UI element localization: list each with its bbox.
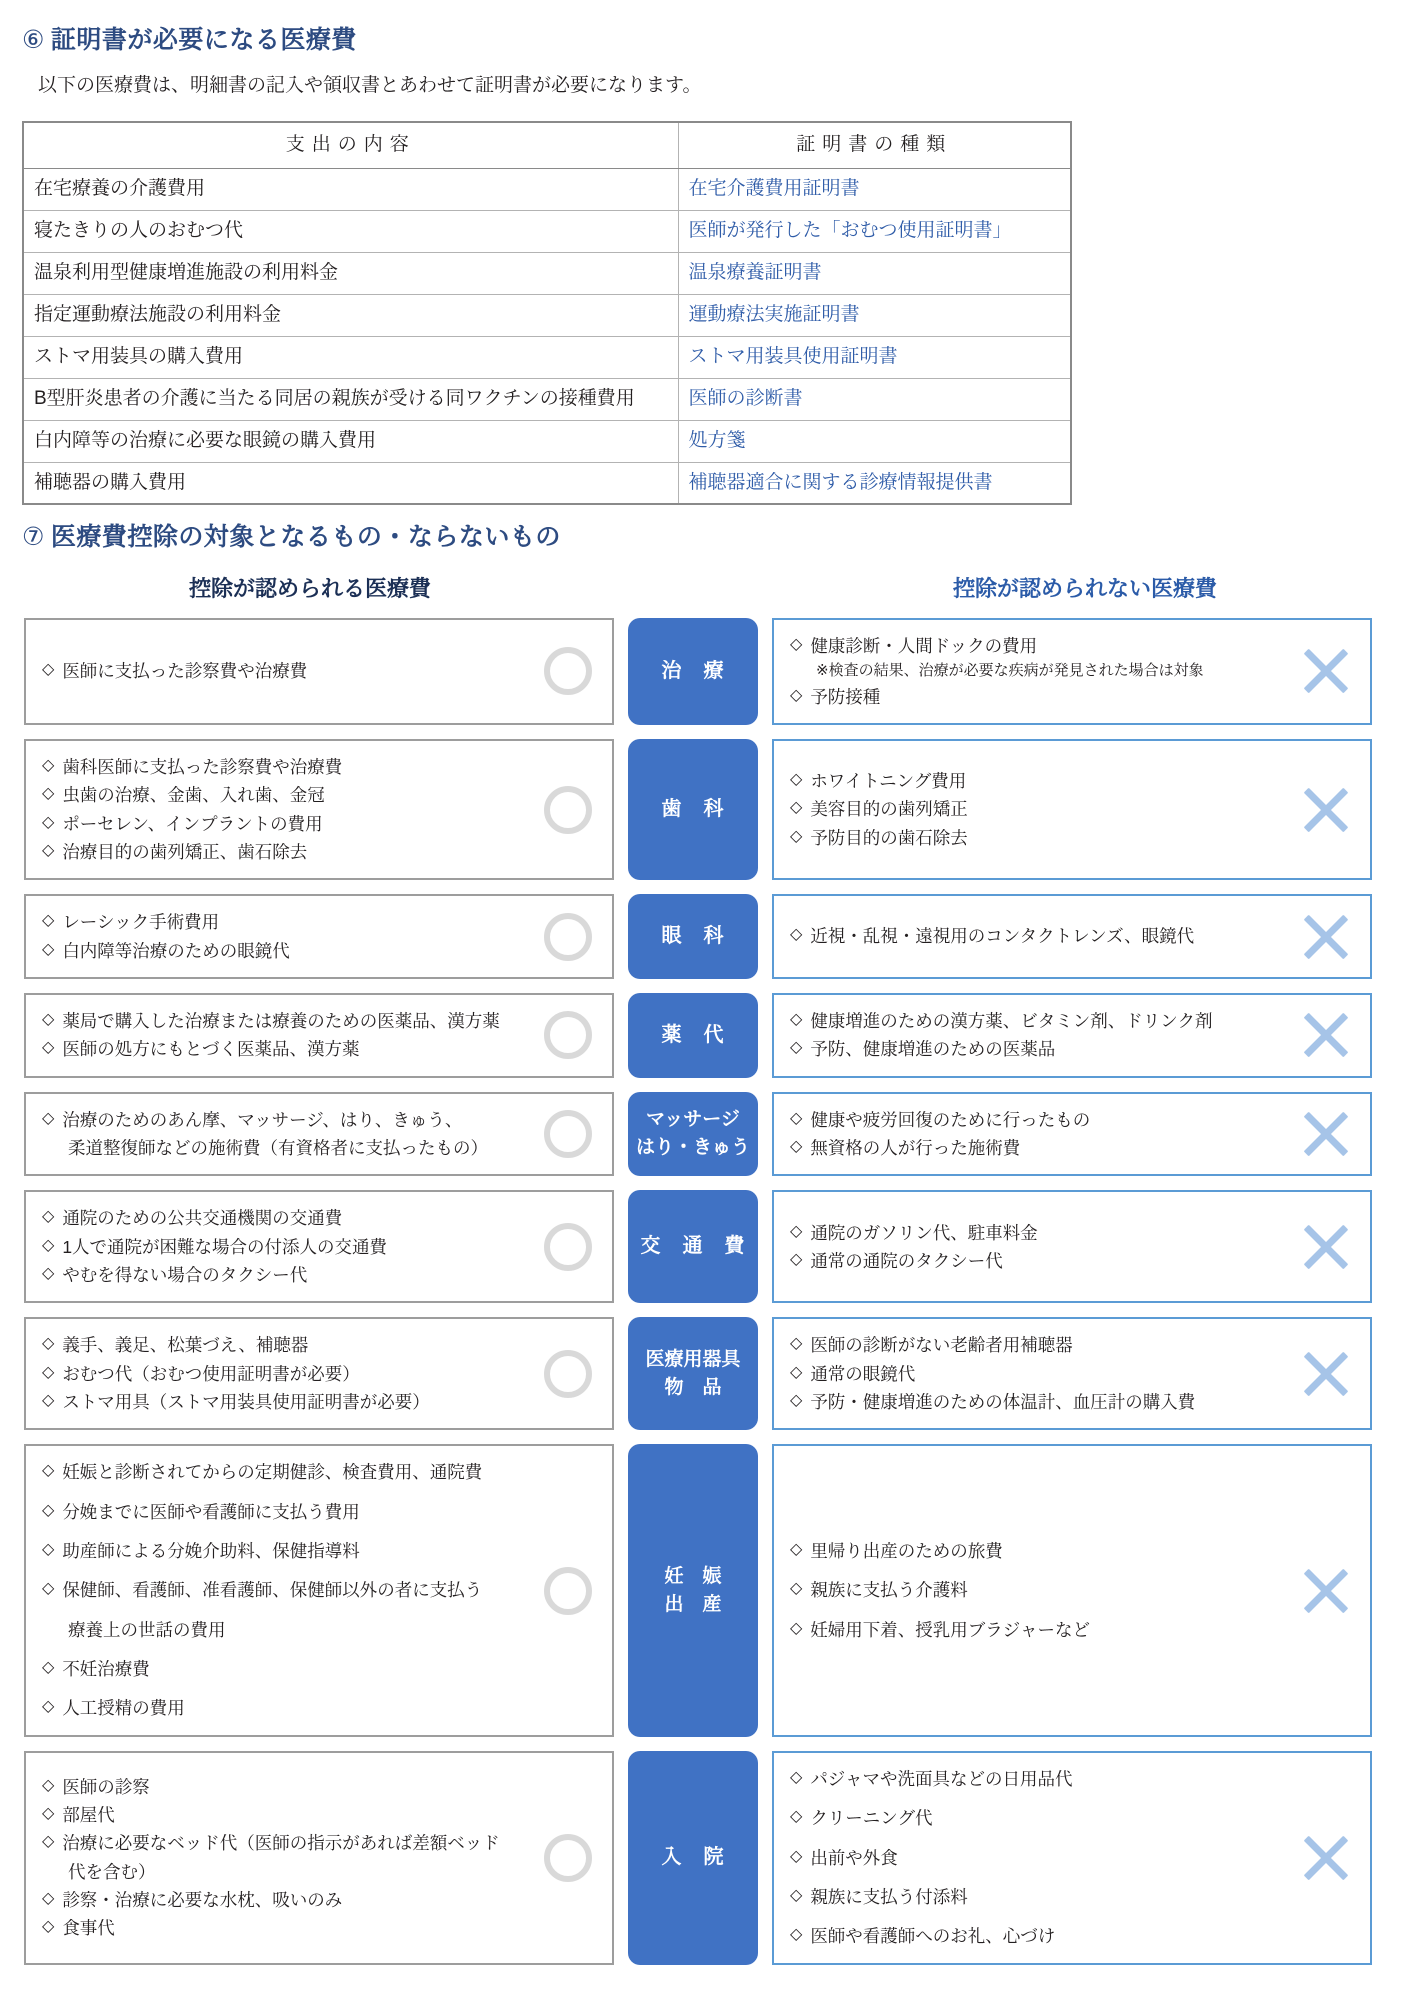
item-list [790,1765,1274,1951]
item-label: 治療に必要なベッド代（医師の指示があれば差額ベッド [62,1833,500,1854]
list-item [42,1655,516,1683]
section-certificates [0,0,1419,505]
diamond-bullet-icon: ◇ [42,813,55,831]
section6-lead-text: 以下の医療費は、明細書の記入や領収書とあわせて証明書が必要になります。 [38,74,702,96]
item-label: 健康や疲労回復のために行ったもの [810,1109,1091,1130]
circle-mark-icon [544,1834,592,1882]
allowed-expenses-box [24,1444,614,1736]
item-continuation: 療養上の世話の費用 [68,1619,226,1640]
list-item [42,1829,516,1857]
column-header-allowed: 控除が認められる医療費 [188,575,431,601]
item-label: 義手、義足、松葉づえ、補聴器 [62,1335,309,1356]
item-label: 予防、健康増進のための医薬品 [810,1039,1056,1060]
comparison-row [0,1190,1419,1303]
list-item [790,1576,1274,1604]
item-label: 健康増進のための漢方薬、ビタミン剤、ドリンク剤 [810,1010,1213,1031]
table-row [23,462,1071,504]
allowed-expenses-box [24,894,614,979]
circle-mark-icon [544,1110,592,1158]
category-label: 眼 科 [628,894,758,979]
comparison-grid [0,618,1419,1965]
item-label: 医師に支払った診察費や治療費 [62,661,308,682]
cross-mark-icon [1298,1563,1354,1619]
diamond-bullet-icon: ◇ [42,1890,55,1908]
diamond-bullet-icon: ◇ [42,1501,55,1519]
comparison-row [0,993,1419,1078]
list-item [42,781,516,809]
diamond-bullet-icon: ◇ [790,1335,803,1353]
diamond-bullet-icon: ◇ [790,1010,803,1028]
item-label: クリーニング代 [810,1808,933,1829]
diamond-bullet-icon: ◇ [790,1138,803,1156]
diamond-bullet-icon: ◇ [790,635,803,653]
section6-number: ⑥ [22,26,45,54]
diamond-bullet-icon: ◇ [790,1363,803,1381]
list-item [790,1035,1274,1063]
item-list [790,1219,1274,1276]
cell-expense: 在宅療養の介護費用 [23,168,678,210]
column-header-denied: 控除が認められない医療費 [952,575,1217,601]
cell-expense: B型肝炎患者の介護に当たる同居の親族が受ける同ワクチンの接種費用 [23,378,678,420]
item-list [42,1106,516,1163]
diamond-bullet-icon: ◇ [790,1250,803,1268]
list-item [790,1765,1274,1793]
item-label: パジャマや洗面具などの日用品代 [810,1768,1073,1789]
diamond-bullet-icon: ◇ [790,1847,803,1865]
list-item [790,1134,1274,1162]
item-label: 通常の眼鏡代 [810,1363,916,1384]
list-item [42,1007,516,1035]
section6-title: 証明書が必要になる医療費 [50,26,357,54]
table-row [23,168,1071,210]
diamond-bullet-icon: ◇ [42,756,55,774]
list-item [790,824,1274,852]
item-label: 助産師による分娩介助料、保健指導料 [62,1541,360,1562]
item-label: 医師の処方にもとづく医薬品、漢方薬 [62,1039,360,1060]
comparison-row [0,894,1419,979]
item-continuation: 柔道整復師などの施術費（有資格者に支払ったもの） [68,1138,488,1159]
diamond-bullet-icon: ◇ [790,1039,803,1057]
diamond-bullet-icon: ◇ [790,1808,803,1826]
diamond-bullet-icon: ◇ [42,1580,55,1598]
cell-expense: 温泉利用型健康増進施設の利用料金 [23,252,678,294]
item-list [790,1537,1274,1644]
item-label: 薬局で購入した治療または療養のための医薬品、漢方薬 [62,1010,500,1031]
diamond-bullet-icon: ◇ [42,1363,55,1381]
list-item [790,1219,1274,1247]
cell-certificate: 運動療法実施証明書 [678,294,1071,336]
list-item [42,810,516,838]
denied-expenses-box [772,739,1372,880]
item-list [42,1773,516,1943]
diamond-bullet-icon: ◇ [790,926,803,944]
item-list [790,1007,1274,1064]
cell-expense: 寝たきりの人のおむつ代 [23,210,678,252]
diamond-bullet-icon: ◇ [790,1886,803,1904]
diamond-bullet-icon: ◇ [42,1335,55,1353]
cross-mark-icon [1298,909,1354,965]
cell-expense: 白内障等の治療に必要な眼鏡の購入費用 [23,420,678,462]
denied-expenses-box [772,993,1372,1078]
section7-number: ⑦ [22,523,45,552]
cross-mark-icon [1298,1106,1354,1162]
comparison-row [0,618,1419,725]
list-item [790,1388,1274,1416]
item-label: 通院のための公共交通機関の交通費 [62,1208,343,1229]
list-item [42,657,516,685]
comparison-row [0,1444,1419,1736]
circle-mark-icon [544,647,592,695]
table-row [23,294,1071,336]
item-label: 予防・健康増進のための体温計、血圧計の購入費 [810,1392,1196,1413]
item-label: 診察・治療に必要な水枕、吸いのみ [62,1890,343,1911]
item-label: ホワイトニング費用 [810,771,967,792]
cell-certificate: 在宅介護費用証明書 [678,168,1071,210]
cross-mark-icon [1298,643,1354,699]
diamond-bullet-icon: ◇ [42,1462,55,1480]
list-item [790,1844,1274,1872]
category-label: 治 療 [628,618,758,725]
item-label: 通常の通院のタクシー代 [810,1250,1003,1271]
list-item [42,1331,516,1359]
cross-mark-icon [1298,1830,1354,1886]
cell-expense: ストマ用装具の購入費用 [23,336,678,378]
item-label: 妊婦用下着、授乳用ブラジャーなど [810,1619,1090,1640]
cross-mark-icon [1298,1346,1354,1402]
cell-expense: 指定運動療法施設の利用料金 [23,294,678,336]
list-item [42,1204,516,1232]
denied-expenses-box [772,1092,1372,1177]
list-item [42,838,516,866]
item-label: 歯科医師に支払った診察費や治療費 [62,756,343,777]
item-label: 医師や看護師へのお礼、心づけ [810,1926,1056,1947]
item-label: 親族に支払う付添料 [810,1886,968,1907]
item-label: 人工授精の費用 [62,1698,185,1719]
table-header-row [23,122,1071,168]
cell-certificate: 補聴器適合に関する診療情報提供書 [678,462,1071,504]
item-label: 医師の診察 [62,1776,150,1797]
item-list [42,753,516,866]
table-row [23,252,1071,294]
item-label: 不妊治療費 [62,1659,150,1680]
section7-heading [22,521,1419,554]
category-label: マッサージ はり・きゅう [628,1092,758,1177]
allowed-expenses-box [24,739,614,880]
item-list [42,1331,516,1416]
item-label: 親族に支払う介護料 [810,1580,968,1601]
item-list [42,1204,516,1289]
item-list [790,922,1274,950]
item-label: 予防目的の歯石除去 [810,827,968,848]
list-item [790,1804,1274,1832]
allowed-expenses-box [24,618,614,725]
cell-certificate: 温泉療養証明書 [678,252,1071,294]
comparison-column-headers [0,572,1419,608]
diamond-bullet-icon: ◇ [42,1541,55,1559]
cell-certificate: 医師が発行した「おむつ使用証明書」 [678,210,1071,252]
item-label: 妊娠と診断されてからの定期健診、検査費用、通院費 [62,1462,483,1483]
circle-mark-icon [544,913,592,961]
list-item [42,1261,516,1289]
denied-expenses-box [772,1751,1372,1965]
certificate-table-wrapper [22,121,1070,505]
category-label: 薬 代 [628,993,758,1078]
item-label: 部屋代 [62,1805,115,1825]
diamond-bullet-icon: ◇ [790,827,803,845]
section7-title: 医療費控除の対象となるもの・ならないもの [50,523,561,552]
denied-expenses-box [772,1444,1372,1736]
list-item [42,1537,516,1565]
diamond-bullet-icon: ◇ [42,841,55,859]
item-label: 予防接種 [810,686,881,707]
item-label: 通院のガソリン代、駐車料金 [810,1222,1038,1243]
list-item [42,1576,516,1604]
list-item [790,1883,1274,1911]
diamond-bullet-icon: ◇ [42,1208,55,1226]
category-label: 妊 娠 出 産 [628,1444,758,1736]
list-item [790,1616,1274,1644]
diamond-bullet-icon: ◇ [790,1392,803,1410]
circle-mark-icon [544,786,592,834]
diamond-bullet-icon: ◇ [790,686,803,704]
diamond-bullet-icon: ◇ [42,940,55,958]
diamond-bullet-icon: ◇ [42,1010,55,1028]
list-item [790,1331,1274,1359]
certificate-table-body [23,168,1071,504]
list-item [42,1360,516,1388]
cross-mark-icon [1298,782,1354,838]
diamond-bullet-icon: ◇ [42,912,55,930]
list-item [42,1801,516,1829]
item-label: 出前や外食 [810,1847,898,1868]
allowed-expenses-box [24,1317,614,1430]
diamond-bullet-icon: ◇ [790,1109,803,1127]
denied-expenses-box [772,1190,1372,1303]
list-item [42,753,516,781]
table-row [23,336,1071,378]
diamond-bullet-icon: ◇ [42,1659,55,1677]
list-item [42,1886,516,1914]
diamond-bullet-icon: ◇ [42,1039,55,1057]
allowed-expenses-box [24,1751,614,1965]
list-item [790,1247,1274,1275]
cell-expense: 補聴器の購入費用 [23,462,678,504]
allowed-expenses-box [24,1092,614,1177]
diamond-bullet-icon: ◇ [42,1833,55,1851]
item-note: ※検査の結果、治療が必要な疾病が発見された場合は対象 [816,662,1204,680]
cell-certificate: ストマ用装具使用証明書 [678,336,1071,378]
item-label: 近視・乱視・遠視用のコンタクトレンズ、眼鏡代 [810,926,1195,947]
item-label: ポーセレン、インプラントの費用 [62,813,323,834]
list-item [42,1388,516,1416]
diamond-bullet-icon: ◇ [42,1805,55,1822]
list-item [42,1498,516,1526]
list-item [42,1458,516,1486]
column-header-expense: 支出の内容 [23,122,678,168]
item-label: おむつ代（おむつ使用証明書が必要） [62,1363,360,1384]
diamond-bullet-icon: ◇ [790,1580,803,1598]
diamond-bullet-icon: ◇ [790,1926,803,1944]
list-item [790,795,1274,823]
item-list [790,632,1274,711]
cell-certificate: 医師の診断書 [678,378,1071,420]
list-item [790,1922,1274,1950]
item-label: 治療目的の歯列矯正、歯石除去 [62,841,308,862]
diamond-bullet-icon: ◇ [42,1776,55,1794]
list-item [790,683,1274,711]
item-list [790,767,1274,852]
denied-expenses-box [772,1317,1372,1430]
item-label: 1人で通院が困難な場合の付添人の交通費 [62,1236,388,1257]
diamond-bullet-icon: ◇ [790,1619,803,1637]
diamond-bullet-icon: ◇ [42,1109,55,1127]
item-list [42,908,516,965]
table-row [23,420,1071,462]
list-item [42,1773,516,1801]
denied-expenses-box [772,894,1372,979]
diamond-bullet-icon: ◇ [42,1698,55,1716]
diamond-bullet-icon: ◇ [42,661,55,679]
item-label: 無資格の人が行った施術費 [810,1138,1021,1159]
section-deductible-comparison [0,521,1419,1964]
item-label: 食事代 [62,1918,115,1939]
diamond-bullet-icon: ◇ [790,1541,803,1559]
allowed-expenses-box [24,1190,614,1303]
list-item [42,1694,516,1722]
cross-mark-icon [1298,1219,1354,1275]
comparison-row [0,1751,1419,1965]
list-item [42,1106,516,1134]
table-row [23,210,1071,252]
category-label: 歯 科 [628,739,758,880]
category-label: 入 院 [628,1751,758,1965]
item-label: 保健師、看護師、准看護師、保健師以外の者に支払う [62,1580,483,1601]
column-header-certificate: 証明書の種類 [678,122,1071,168]
item-label: 虫歯の治療、金歯、入れ歯、金冠 [62,785,325,806]
list-item [790,922,1274,950]
item-list [42,1007,516,1064]
list-item [790,1106,1274,1134]
circle-mark-icon [544,1011,592,1059]
list-item [42,1233,516,1261]
item-list [42,1458,516,1722]
section6-heading [22,24,1419,57]
diamond-bullet-icon: ◇ [42,1918,55,1936]
item-label: ストマ用具（ストマ用装具使用証明書が必要） [62,1392,430,1413]
item-label: 里帰り出産のための旅費 [810,1541,1003,1562]
item-label: 美容目的の歯列矯正 [810,799,968,820]
circle-mark-icon [544,1223,592,1271]
circle-mark-icon [544,1350,592,1398]
diamond-bullet-icon: ◇ [42,785,55,803]
list-item [790,1007,1274,1035]
denied-expenses-box [772,618,1372,725]
diamond-bullet-icon: ◇ [42,1236,55,1254]
item-list [790,1106,1274,1163]
diamond-bullet-icon: ◇ [42,1392,55,1410]
certificate-table [22,121,1072,505]
list-item [42,908,516,936]
circle-mark-icon [544,1567,592,1615]
table-row [23,378,1071,420]
allowed-expenses-box [24,993,614,1078]
comparison-row [0,739,1419,880]
item-label: レーシック手術費用 [62,912,220,933]
item-label: 治療のためのあん摩、マッサージ、はり、きゅう、 [62,1109,463,1130]
item-label: 分娩までに医師や看護師に支払う費用 [62,1501,360,1522]
cell-certificate: 処方箋 [678,420,1071,462]
item-label: やむを得ない場合のタクシー代 [62,1265,308,1286]
cross-mark-icon [1298,1007,1354,1063]
diamond-bullet-icon: ◇ [790,1768,803,1786]
item-list [42,657,516,685]
list-item [790,632,1274,660]
item-label: 医師の診断がない老齢者用補聴器 [810,1335,1073,1356]
list-item [790,1537,1274,1565]
list-item [42,1914,516,1942]
category-label: 医療用器具 物 品 [628,1317,758,1430]
diamond-bullet-icon: ◇ [42,1265,55,1283]
diamond-bullet-icon: ◇ [790,1222,803,1240]
comparison-row [0,1092,1419,1177]
list-item [790,767,1274,795]
list-item [42,1035,516,1063]
list-item [42,937,516,965]
item-label: 白内障等治療のための眼鏡代 [62,940,290,961]
list-item [790,1360,1274,1388]
comparison-row [0,1317,1419,1430]
item-continuation: 代を含む） [68,1861,156,1882]
item-label: 健康診断・人間ドックの費用 [810,635,1038,656]
diamond-bullet-icon: ◇ [790,771,803,789]
category-label: 交 通 費 [628,1190,758,1303]
item-list [790,1331,1274,1416]
diamond-bullet-icon: ◇ [790,799,803,817]
